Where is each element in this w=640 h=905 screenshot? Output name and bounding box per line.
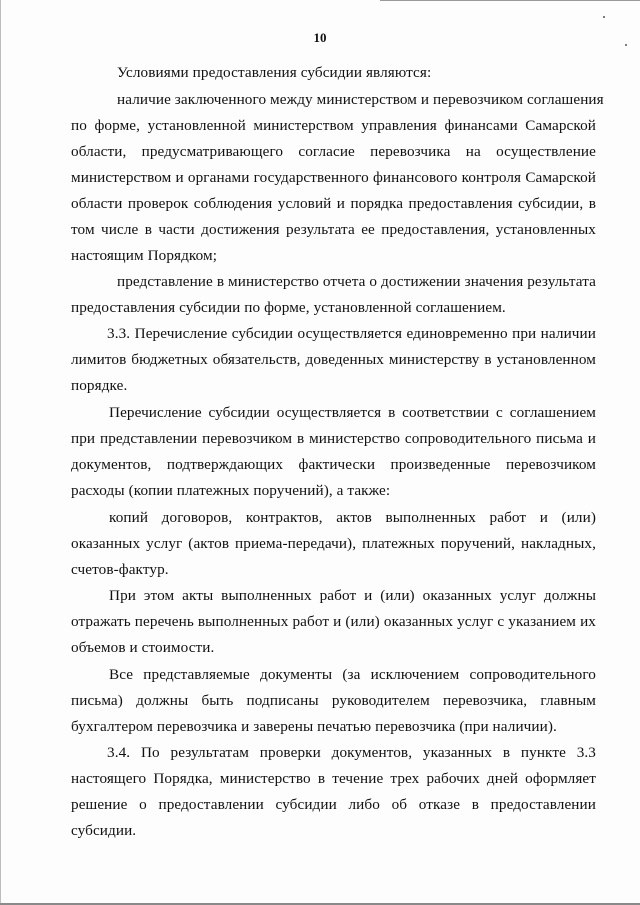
text-line: 3.4. По результатам проверки документов, указанных в пункте 3.3 — [107, 744, 596, 761]
text-line: письма) должны быть подписаны руководителем перевозчика, главным — [71, 692, 596, 709]
text-line: предоставления субсидии по форме, установленной соглашением. — [71, 299, 506, 316]
scan-edge-top — [380, 0, 640, 1]
scan-edge-left — [0, 0, 1, 905]
text-line: министерством и органами государственного финансового контроля Самарской — [71, 169, 596, 186]
text-line: Перечисление субсидии осуществляется в соответствии с соглашением — [109, 404, 596, 421]
text-line: наличие заключенного между министерством и перевозчиком соглашения — [117, 91, 604, 108]
text-line: отражать перечень выполненных работ и (или) оказанных услуг с указанием их — [71, 613, 596, 630]
text-line: настоящего Порядка, министерство в течение трех рабочих дней оформляет — [71, 770, 596, 787]
scan-speck — [603, 16, 605, 18]
text-line: по форме, установленной министерством управления финансами Самарской — [71, 117, 596, 134]
text-line: расходы (копии платежных поручений), а также: — [71, 482, 391, 499]
text-line: области, предусматривающего согласие перевозчика на осуществление — [71, 143, 596, 160]
text-line: Условиями предоставления субсидии являются: — [117, 64, 432, 81]
text-line: объемов и стоимости. — [71, 639, 215, 656]
text-line: документов, подтверждающих фактически произведенные перевозчиком — [71, 456, 596, 473]
text-line: счетов-фактур. — [71, 561, 169, 578]
text-line: настоящим Порядком; — [71, 247, 218, 264]
scan-speck — [625, 44, 627, 46]
text-line: порядке. — [71, 377, 128, 394]
text-line: области проверок соблюдения условий и порядка предоставления субсидии, в — [71, 195, 596, 212]
text-line: лимитов бюджетных обязательств, доведенных министерству в установленном — [71, 351, 596, 368]
text-line: субсидии. — [71, 822, 137, 839]
text-line: при представлении перевозчиком в министерство сопроводительного письма и — [71, 430, 596, 447]
text-line: копий договоров, контрактов, актов выполненных работ и (или) — [109, 509, 596, 526]
text-line: бухгалтером перевозчика и заверены печатью перевозчика (при наличии). — [71, 718, 557, 735]
text-line: 3.3. Перечисление субсидии осуществляется единовременно при наличии — [107, 325, 596, 342]
text-line: решение о предоставлении субсидии либо об отказе в предоставлении — [71, 796, 596, 813]
text-line: оказанных услуг (актов приема-передачи), платежных поручений, накладных, — [71, 535, 596, 552]
page-number: 10 — [313, 30, 327, 45]
text-line: Все представляемые документы (за исключением сопроводительного — [109, 666, 596, 683]
text-line: При этом акты выполненных работ и (или) оказанных услуг должны — [109, 587, 596, 604]
text-line: представление в министерство отчета о достижении значения результата — [117, 273, 596, 290]
text-line: том числе в части достижения результата ее предоставления, установленных — [71, 221, 596, 238]
